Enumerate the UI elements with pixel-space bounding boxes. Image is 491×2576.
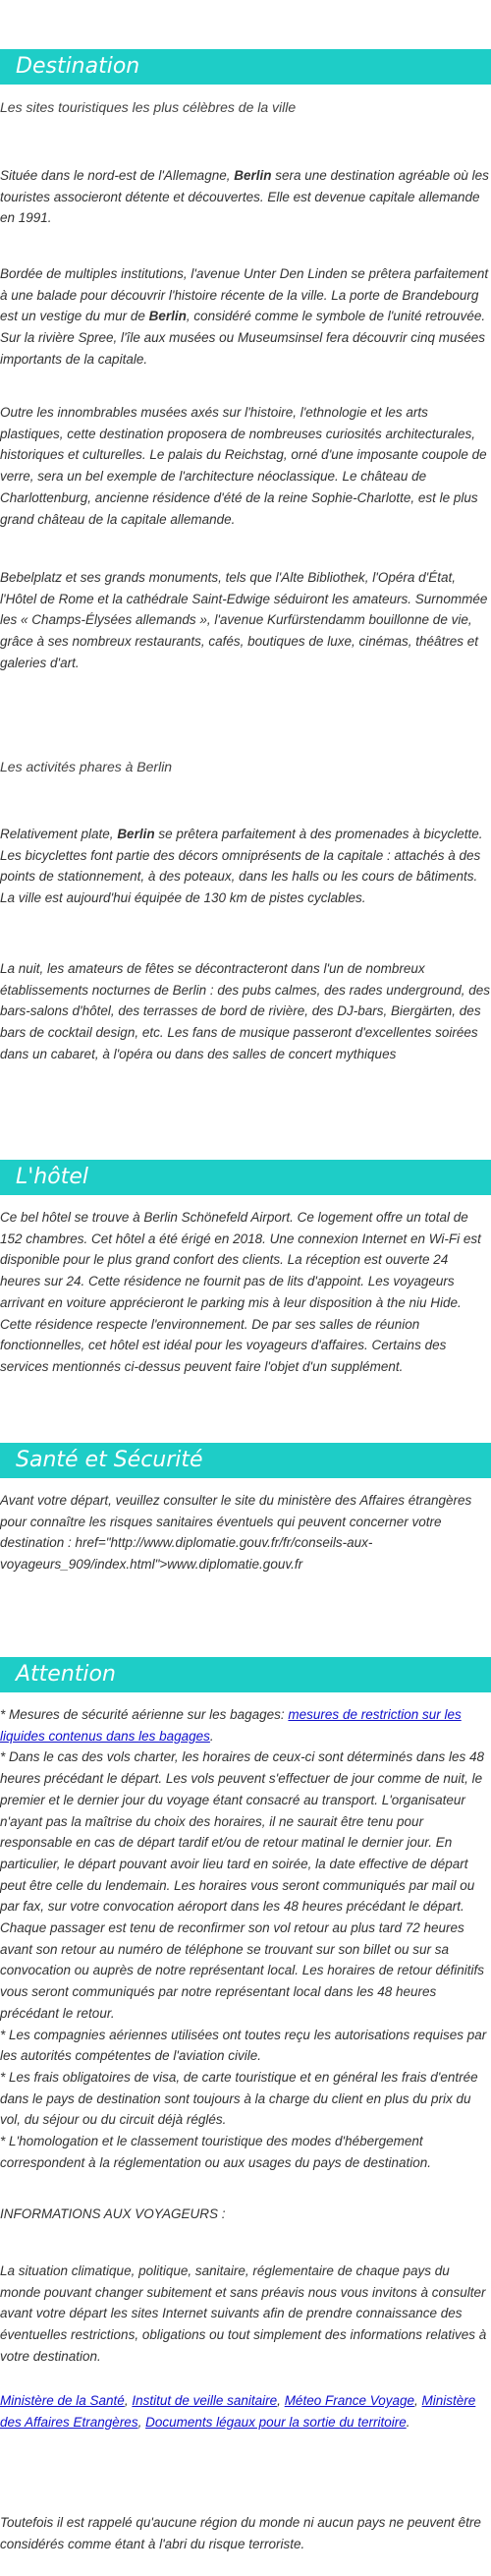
legal-documents-link[interactable]: Documents légaux pour la sortie du territoire xyxy=(145,2414,407,2430)
attention-list xyxy=(0,1704,491,2173)
destination-paragraph-5: Relativement plate, Berlin se prêtera parfaitement à des promenades à bicyclette. Les bicyclettes font partie des décors omniprésents de la capitale : attachés à des points de stationnement, à des poteaux, dans les halls ou les cours de bâtiments. La ville est aujourd'hui équipée de 130 km de pistes cyclables. xyxy=(0,827,483,906)
health-safety-heading: Santé et Sécurité xyxy=(0,1443,491,1478)
attention-item-fees: * Les frais obligatoires de visa, de carte touristique et en général les frais d'entrée dans le pays de destination sont toujours à la charge du client en plus du prix du vol, du séjour ou du circuit déjà réglés. xyxy=(0,2069,478,2128)
hotel-description: Ce bel hôtel se trouve à Berlin Schönefeld Airport. Ce logement offre un total de 152 chambres. Cet hôtel a été érigé en 2018. Une connexion Internet en Wi-Fi est disponible pour le plus grand confort des clients. La réception est ouverte 24 heures sur 24. Cette résidence ne fournit pas de lits d'appoint. Les voyageurs arrivant en voiture apprécieront le parking mis à leur disposition à the niu Hide. Cette résidence respecte l'environnement. De par ses salles de réunion fonctionnelles, cet hôtel est idéal pour les voyageurs d'affaires. Certains des services mentionnés ci-dessus peuvent faire l'objet d'un supplément. xyxy=(0,1210,481,1374)
destination-paragraph-3: Outre les innombrables musées axés sur l'histoire, l'ethnologie et les arts plastiques, cette destination proposera de nombreuses curiosités architecturales, historiques et culturelles. Le palais du Reichstag, orné d'une imposante coupole de verre, sera un bel exemple de l'architecture néoclassique. Le château de Charlottenburg, ancienne résidence d'été de la reine Sophie-Charlotte, est le plus grand château de la capitale allemande. xyxy=(0,405,487,527)
destination-paragraph-2: Bordée de multiples institutions, l'avenue Unter Den Linden se prêtera parfaitement à une balade pour découvrir l'histoire récente de la ville. La porte de Brandebourg est un vestige du mur de Berlin, considéré comme le symbole de l'unité retrouvée. Sur la rivière Spree, l'île aux musées ou Museumsinsel fera découvrir cinq musées importants de la capitale. xyxy=(0,266,489,367)
terrorism-notice: Toutefois il est rappelé qu'aucune région du monde ni aucun pays ne peuvent être considérés comme étant à l'abri du risque terroriste. xyxy=(0,2515,481,2551)
travelers-info-heading: INFORMATIONS AUX VOYAGEURS : xyxy=(0,2206,226,2221)
health-watch-link[interactable]: Institut de veille sanitaire xyxy=(132,2393,278,2408)
attention-item-airlines: * Les compagnies aériennes utilisées ont toutes reçu les autorisations requises par les autorités compétentes de l'aviation civile. xyxy=(0,2027,487,2064)
attention-heading: Attention xyxy=(0,1657,491,1692)
travelers-info-text: La situation climatique, politique, sanitaire, réglementaire de chaque pays du monde pouvant changer subitement et sans préavis nous vous invitons à consulter avant votre départ les sites Internet suivants afin de prendre connaissance des éventuelles restrictions, obligations ou tout simplement des informations relatives à votre destination. xyxy=(0,2263,487,2364)
attention-item-charter: * Dans le cas des vols charter, les horaires de ceux-ci sont déterminés dans les 48 heures précédant le départ. Les vols peuvent s'effectuer de jour comme de nuit, le premier et le dernier jour du voyage étant consacré au transport. L'organisateur n'ayant pas la maîtrise du choix des horaires, il ne saurait être tenu pour responsable en cas de départ tardif et/ou de retour matinal le dernier jour. En particulier, le départ pouvant avoir lieu tard en soirée, la date effective de départ peut être celle du lendemain. Les horaires vous seront communiqués par mail ou par fax, sur votre convocation aéroport dans les 48 heures précédant le départ. Chaque passager est tenu de reconfirmer son vol retour au plus tard 72 heures avant son retour au numéro de téléphone se trouvant sur son billet ou sur sa convocation ou auprès de notre représentant local. Les horaires de retour définitifs vous seront communiqués par notre représentant local dans les 48 heures précédant le retour. xyxy=(0,1749,485,2021)
destination-paragraph-4: Bebelplatz et ses grands monuments, tels que l'Alte Bibliothek, l'Opéra d'État, l'Hôtel de Rome et la cathédrale Saint-Edwige séduiront les amateurs. Surnommée les « Champs-Élysées allemands », l'avenue Kurfürstendamm bouillonne de vie, grâce à ses nombreux restaurants, cafés, boutiques de luxe, cinémas, théâtres et galeries d'art. xyxy=(0,570,488,670)
travel-links: Ministère de la Santé, Institut de veille sanitaire, Méteo France Voyage, Ministère des Affaires Etrangères, Documents légaux pour la sortie du territoire. xyxy=(0,2393,476,2430)
health-ministry-link[interactable]: Ministère de la Santé xyxy=(0,2393,125,2408)
hotel-heading: L'hôtel xyxy=(0,1160,491,1195)
foreign-affairs-link[interactable]: Ministère des Affaires Etrangères xyxy=(0,2393,476,2430)
destination-paragraph-6: La nuit, les amateurs de fêtes se décontracteront dans l'un de nombreux établissements nocturnes de Berlin : des pubs calmes, des rades underground, des bars-salons d'hôtel, des terrasses de bord de rivière, des DJ-bars, Biergärten, des bars de cocktail design, etc. Les fans de musique passeront d'excellentes soirées dans un cabaret, à l'opéra ou dans des salles de concert mythiques xyxy=(0,961,491,1061)
destination-paragraph-1: Située dans le nord-est de l'Allemagne, Berlin sera une destination agréable où les touristes associeront détente et découvertes. Elle est devenue capitale allemande en 1991. xyxy=(0,168,489,226)
baggage-restrictions-link[interactable]: mesures de restriction sur les liquides contenus dans les bagages xyxy=(0,1707,462,1744)
meteo-france-link[interactable]: Méteo France Voyage xyxy=(284,2393,415,2408)
health-safety-text: Avant votre départ, veuillez consulter le site du ministère des Affaires étrangères pour connaître les risques sanitaires éventuels qui peuvent concerner votre destination : href="http://www.diplomatie.gouv.fr/fr/conseils-aux-voyageurs_909/index.html">www.diplomatie.gouv.fr xyxy=(0,1493,472,1573)
activities-subtitle: Les activités phares à Berlin xyxy=(0,759,173,774)
destination-subtitle: Les sites touristiques les plus célèbres de la ville xyxy=(0,99,297,115)
destination-heading: Destination xyxy=(0,49,491,85)
attention-item-baggage: * Mesures de sécurité aérienne sur les bagages: mesures de restriction sur les liquides contenus dans les bagages. xyxy=(0,1707,462,1744)
attention-item-homologation: * L'homologation et le classement touristique des modes d'hébergement correspondent à la réglementation ou aux usages du pays de destination. xyxy=(0,2134,432,2170)
